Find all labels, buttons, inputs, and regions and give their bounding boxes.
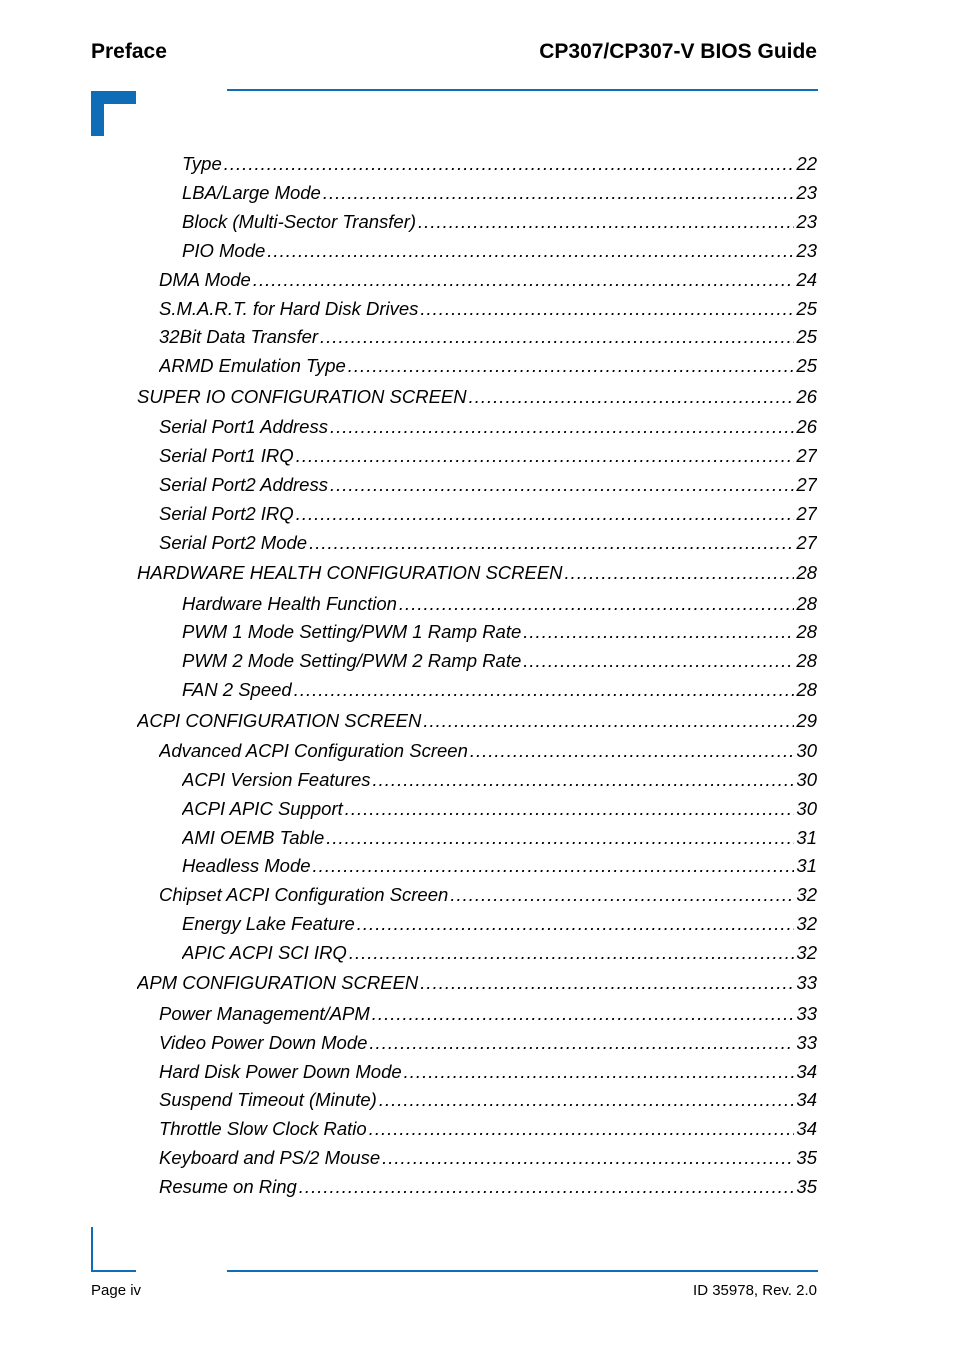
toc-entry[interactable] bbox=[159, 1060, 817, 1084]
toc-dot-leader bbox=[379, 1088, 795, 1112]
toc-entry[interactable] bbox=[182, 854, 817, 878]
corner-bracket-mark bbox=[91, 91, 136, 136]
toc-dot-leader bbox=[296, 502, 795, 526]
toc-entry[interactable] bbox=[137, 561, 817, 585]
header-section: Preface bbox=[91, 40, 167, 63]
toc-entry[interactable] bbox=[182, 620, 817, 644]
toc-entry-page: 25 bbox=[796, 298, 817, 319]
toc-entry-page: 32 bbox=[796, 942, 817, 963]
toc-dot-leader bbox=[320, 325, 794, 349]
footer-bracket-mark bbox=[91, 1227, 136, 1272]
toc-entry-title: Serial Port2 Address bbox=[159, 474, 328, 495]
toc-entry[interactable] bbox=[137, 709, 817, 733]
toc-entry-page: 28 bbox=[796, 621, 817, 642]
toc-entry[interactable] bbox=[182, 768, 817, 792]
toc-entry-title: HARDWARE HEALTH CONFIGURATION SCREEN bbox=[137, 562, 563, 583]
toc-entry-page: 26 bbox=[796, 386, 817, 407]
header-title: CP307/CP307-V BIOS Guide bbox=[539, 40, 817, 63]
toc-entry-title: SUPER IO CONFIGURATION SCREEN bbox=[137, 386, 467, 407]
toc-entry-page: 32 bbox=[796, 913, 817, 934]
toc-entry-page: 35 bbox=[796, 1176, 817, 1197]
toc-entry-page: 32 bbox=[796, 884, 817, 905]
toc-entry-title: Keyboard and PS/2 Mouse bbox=[159, 1147, 381, 1168]
toc-entry-page: 34 bbox=[796, 1118, 817, 1139]
toc-entry-title: Video Power Down Mode bbox=[159, 1032, 368, 1053]
toc-entry-page: 34 bbox=[796, 1089, 817, 1110]
toc-dot-leader bbox=[418, 210, 794, 234]
toc-entry[interactable] bbox=[182, 152, 817, 176]
toc-dot-leader bbox=[326, 826, 794, 850]
toc-entry[interactable] bbox=[182, 941, 817, 965]
footer-document-id: ID 35978, Rev. 2.0 bbox=[693, 1282, 817, 1299]
toc-entry-page: 30 bbox=[796, 740, 817, 761]
toc-entry[interactable] bbox=[159, 502, 817, 526]
toc-entry-page: 31 bbox=[796, 827, 817, 848]
toc-entry-page: 22 bbox=[796, 153, 817, 174]
toc-entry-title: APM CONFIGURATION SCREEN bbox=[137, 972, 419, 993]
footer-page-number: Page iv bbox=[91, 1282, 142, 1299]
toc-entry-title: Serial Port2 Mode bbox=[159, 532, 308, 553]
toc-entry-title: LBA/Large Mode bbox=[182, 182, 321, 203]
toc-entry-page: 28 bbox=[796, 593, 817, 614]
toc-entry-title: Power Management/APM bbox=[159, 1003, 370, 1024]
toc-dot-leader bbox=[399, 592, 795, 616]
toc-entry-title: Resume on Ring bbox=[159, 1176, 297, 1197]
toc-entry-title: ARMD Emulation Type bbox=[159, 355, 346, 376]
toc-entry-title: Suspend Timeout (Minute) bbox=[159, 1089, 377, 1110]
toc-dot-leader bbox=[469, 385, 795, 409]
toc-dot-leader bbox=[330, 415, 794, 439]
toc-entry[interactable] bbox=[182, 181, 817, 205]
toc-dot-leader bbox=[523, 620, 794, 644]
toc-entry-page: 24 bbox=[796, 269, 817, 290]
toc-entry[interactable] bbox=[159, 1117, 817, 1141]
toc-entry-page: 27 bbox=[796, 474, 817, 495]
toc-entry-title: Energy Lake Feature bbox=[182, 913, 355, 934]
toc-dot-leader bbox=[330, 473, 794, 497]
toc-dot-leader bbox=[450, 883, 794, 907]
toc-entry-page: 26 bbox=[796, 416, 817, 437]
toc-entry-title: PWM 1 Mode Setting/PWM 1 Ramp Rate bbox=[182, 621, 522, 642]
toc-dot-leader bbox=[369, 1031, 794, 1055]
toc-dot-leader bbox=[420, 971, 794, 995]
toc-dot-leader bbox=[267, 239, 794, 263]
toc-entry-page: 30 bbox=[796, 769, 817, 790]
toc-entry[interactable] bbox=[159, 444, 817, 468]
toc-entry-title: Serial Port2 IRQ bbox=[159, 503, 294, 524]
toc-dot-leader bbox=[348, 354, 795, 378]
toc-entry[interactable] bbox=[159, 354, 817, 378]
toc-entry-page: 27 bbox=[796, 532, 817, 553]
toc-entry-title: DMA Mode bbox=[159, 269, 251, 290]
toc-dot-leader bbox=[299, 1175, 795, 1199]
toc-entry-page: 34 bbox=[796, 1061, 817, 1082]
toc-entry-page: 28 bbox=[796, 650, 817, 671]
toc-entry[interactable] bbox=[159, 473, 817, 497]
toc-entry-page: 25 bbox=[796, 355, 817, 376]
toc-entry-page: 23 bbox=[796, 211, 817, 232]
toc-entry-title: S.M.A.R.T. for Hard Disk Drives bbox=[159, 298, 419, 319]
footer-rule bbox=[227, 1270, 818, 1272]
toc-entry[interactable] bbox=[137, 385, 817, 409]
toc-dot-leader bbox=[420, 297, 794, 321]
toc-entry-page: 27 bbox=[796, 503, 817, 524]
toc-entry[interactable] bbox=[159, 531, 817, 555]
toc-entry[interactable] bbox=[159, 739, 817, 763]
toc-entry-title: ACPI Version Features bbox=[182, 769, 371, 790]
toc-entry[interactable] bbox=[159, 1175, 817, 1199]
toc-entry-title: Serial Port1 IRQ bbox=[159, 445, 294, 466]
toc-entry-title: ACPI CONFIGURATION SCREEN bbox=[137, 710, 422, 731]
toc-dot-leader bbox=[349, 941, 795, 965]
toc-entry-page: 29 bbox=[796, 710, 817, 731]
toc-entry[interactable] bbox=[159, 1146, 817, 1170]
toc-entry-title: ACPI APIC Support bbox=[182, 798, 343, 819]
toc-entry[interactable] bbox=[182, 592, 817, 616]
toc-dot-leader bbox=[423, 709, 794, 733]
toc-entry-page: 35 bbox=[796, 1147, 817, 1168]
toc-dot-leader bbox=[323, 181, 795, 205]
toc-entry-title: Advanced ACPI Configuration Screen bbox=[159, 740, 468, 761]
toc-dot-leader bbox=[309, 531, 794, 555]
toc-dot-leader bbox=[404, 1060, 795, 1084]
toc-dot-leader bbox=[372, 1002, 795, 1026]
toc-dot-leader bbox=[345, 797, 795, 821]
toc-dot-leader bbox=[373, 768, 795, 792]
toc-entry-title: Block (Multi-Sector Transfer) bbox=[182, 211, 417, 232]
toc-entry-title: Throttle Slow Clock Ratio bbox=[159, 1118, 367, 1139]
toc-entry[interactable] bbox=[182, 797, 817, 821]
toc-entry[interactable] bbox=[159, 1088, 817, 1112]
toc-entry-title: Chipset ACPI Configuration Screen bbox=[159, 884, 449, 905]
toc-entry-title: 32Bit Data Transfer bbox=[159, 326, 319, 347]
toc-entry-title: Headless Mode bbox=[182, 855, 311, 876]
toc-entry-page: 28 bbox=[796, 562, 817, 583]
toc-entry-page: 23 bbox=[796, 182, 817, 203]
toc-entry[interactable] bbox=[159, 1031, 817, 1055]
toc-entry-title: Serial Port1 Address bbox=[159, 416, 328, 437]
toc-entry[interactable] bbox=[182, 239, 817, 263]
toc-entry-page: 28 bbox=[796, 679, 817, 700]
toc-dot-leader bbox=[313, 854, 795, 878]
toc-entry[interactable] bbox=[182, 826, 817, 850]
toc-entry-page: 33 bbox=[796, 1032, 817, 1053]
toc-entry-page: 25 bbox=[796, 326, 817, 347]
toc-entry[interactable] bbox=[159, 415, 817, 439]
toc-dot-leader bbox=[253, 268, 795, 292]
toc-entry-page: 33 bbox=[796, 972, 817, 993]
toc-entry-title: AMI OEMB Table bbox=[182, 827, 325, 848]
toc-entry[interactable] bbox=[182, 210, 817, 234]
toc-entry[interactable] bbox=[159, 1002, 817, 1026]
toc-entry-title: Type bbox=[182, 153, 222, 174]
toc-dot-leader bbox=[382, 1146, 794, 1170]
toc-dot-leader bbox=[523, 649, 794, 673]
toc-entry-page: 27 bbox=[796, 445, 817, 466]
toc-dot-leader bbox=[294, 678, 795, 702]
toc-entry[interactable] bbox=[159, 325, 817, 349]
toc-dot-leader bbox=[565, 561, 795, 585]
toc-dot-leader bbox=[357, 912, 795, 936]
toc-entry-title: APIC ACPI SCI IRQ bbox=[182, 942, 347, 963]
toc-entry[interactable] bbox=[137, 971, 817, 995]
toc-entry-title: FAN 2 Speed bbox=[182, 679, 292, 700]
toc-dot-leader bbox=[224, 152, 795, 176]
toc-entry[interactable] bbox=[159, 883, 817, 907]
toc-entry-page: 23 bbox=[796, 240, 817, 261]
toc-dot-leader bbox=[470, 739, 795, 763]
toc-entry[interactable] bbox=[159, 268, 817, 292]
toc-dot-leader bbox=[369, 1117, 795, 1141]
toc-entry-title: PWM 2 Mode Setting/PWM 2 Ramp Rate bbox=[182, 650, 522, 671]
toc-entry[interactable] bbox=[182, 678, 817, 702]
toc-entry[interactable] bbox=[182, 912, 817, 936]
toc-entry-title: PIO Mode bbox=[182, 240, 266, 261]
toc-entry-title: Hard Disk Power Down Mode bbox=[159, 1061, 402, 1082]
toc-dot-leader bbox=[296, 444, 795, 468]
toc-entry-page: 30 bbox=[796, 798, 817, 819]
toc-entry-page: 31 bbox=[796, 855, 817, 876]
toc-entry[interactable] bbox=[182, 649, 817, 673]
header-rule bbox=[227, 89, 818, 91]
toc-entry[interactable] bbox=[159, 297, 817, 321]
toc-entry-page: 33 bbox=[796, 1003, 817, 1024]
toc-entry-title: Hardware Health Function bbox=[182, 593, 397, 614]
